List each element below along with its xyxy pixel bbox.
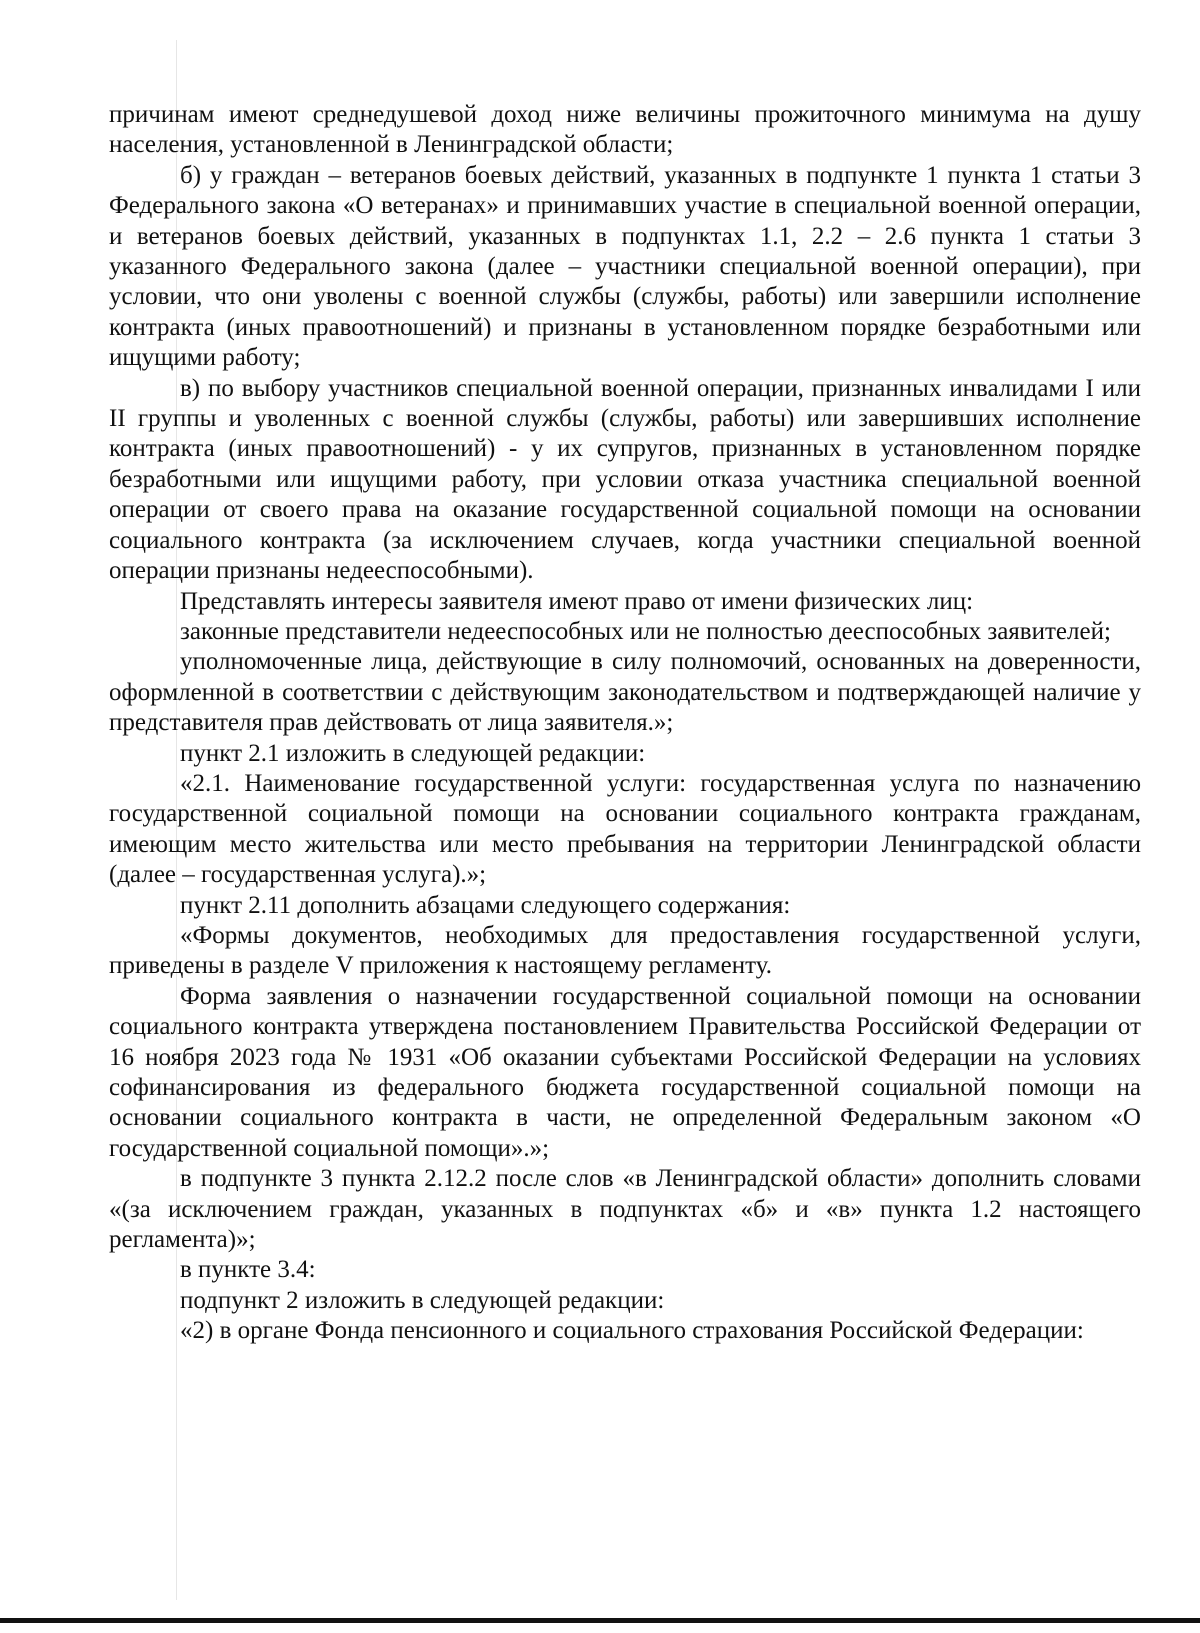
paragraph-item-b: б) у граждан – ветеранов боевых действий, указанных в подпункте 1 пункта 1 статьи 3 Федерального закона «О ветеранах» и принимавших участие в специальной военной операции, и ветеранов боевых действий, указанных в подпунктах 1.1, 2.2 – 2.6 пункта 1 статьи 3 указанного Федерального закона (далее – участники специальной военной операции), при условии, что они уволены с военной службы (службы, работы) или завершили исполнение контракта (иных правоотношений) и признаны в установленном порядке безработными или ищущими работу; bbox=[109, 161, 1141, 372]
document-body bbox=[109, 100, 1141, 1347]
scan-edge-line bbox=[0, 1618, 1200, 1623]
paragraph-subclause-2-12-2: в подпункте 3 пункта 2.12.2 после слов «в Ленинградской области» дополнить словами «(за исключением граждан, указанных в подпунктах «б» и «в» пункта 1.2 настоящего регламента)»; bbox=[109, 1165, 1141, 1254]
paragraph-clause-2-1-intro: пункт 2.1 изложить в следующей редакции: bbox=[180, 739, 646, 767]
paragraph-authorized-persons: уполномоченные лица, действующие в силу полномочий, основанных на доверенности, оформленной в соответствии с действующим законодательством и подтверждающей наличие у представителя прав действовать от лица заявителя.»; bbox=[109, 648, 1141, 737]
paragraph-subclause-2-intro: подпункт 2 изложить в следующей редакции: bbox=[180, 1286, 665, 1314]
paragraph-continuation: причинам имеют среднедушевой доход ниже величины прожиточного минимума на душу населения, установленной в Ленинградской области; bbox=[109, 101, 1141, 159]
paragraph-document-forms: «Формы документов, необходимых для предоставления государственной услуги, приведены в разделе V приложения к настоящему регламенту. bbox=[109, 921, 1141, 980]
paragraph-application-form: Форма заявления о назначении государственной социальной помощи на основании социального контракта утверждена постановлением Правительства Российской Федерации от 16 ноября 2023 года № 1931 «Об оказании субъектами Российской Федерации на условиях софинансирования из федерального бюджета государственной социальной помощи на основании социального контракта в части, не определенной Федеральным законом «О государственной социальной помощи».»; bbox=[109, 982, 1141, 1162]
paragraph-clause-3-4: в пункте 3.4: bbox=[180, 1256, 316, 1284]
paragraph-legal-representatives: законные представители недееспособных или не полностью дееспособных заявителей; bbox=[180, 617, 1111, 645]
paragraph-representatives: Представлять интересы заявителя имеют право от имени физических лиц: bbox=[180, 587, 974, 615]
paragraph-clause-2-11-intro: пункт 2.11 дополнить абзацами следующего содержания: bbox=[180, 891, 791, 919]
paragraph-clause-2-1-text: «2.1. Наименование государственной услуги: государственная услуга по назначению государственной социальной помощи на основании социального контракта гражданам, имеющим место жительства или место пребывания на территории Ленинградской области (далее – государственная услуга).»; bbox=[109, 769, 1141, 889]
paragraph-subclause-2-text: «2) в органе Фонда пенсионного и социального страхования Российской Федерации: bbox=[180, 1317, 1084, 1345]
paragraph-item-v: в) по выбору участников специальной военной операции, признанных инвалидами I или II группы и уволенных с военной службы (службы, работы) или завершивших исполнение контракта (иных правоотношений) - у их супругов, признанных в установленном порядке безработными или ищущими работу, при условии отказа участника специальной военной операции от своего права на оказание государственной социальной помощи на основании социального контракта (за исключением случаев, когда участники специальной военной операции признаны недееспособными). bbox=[109, 374, 1141, 585]
